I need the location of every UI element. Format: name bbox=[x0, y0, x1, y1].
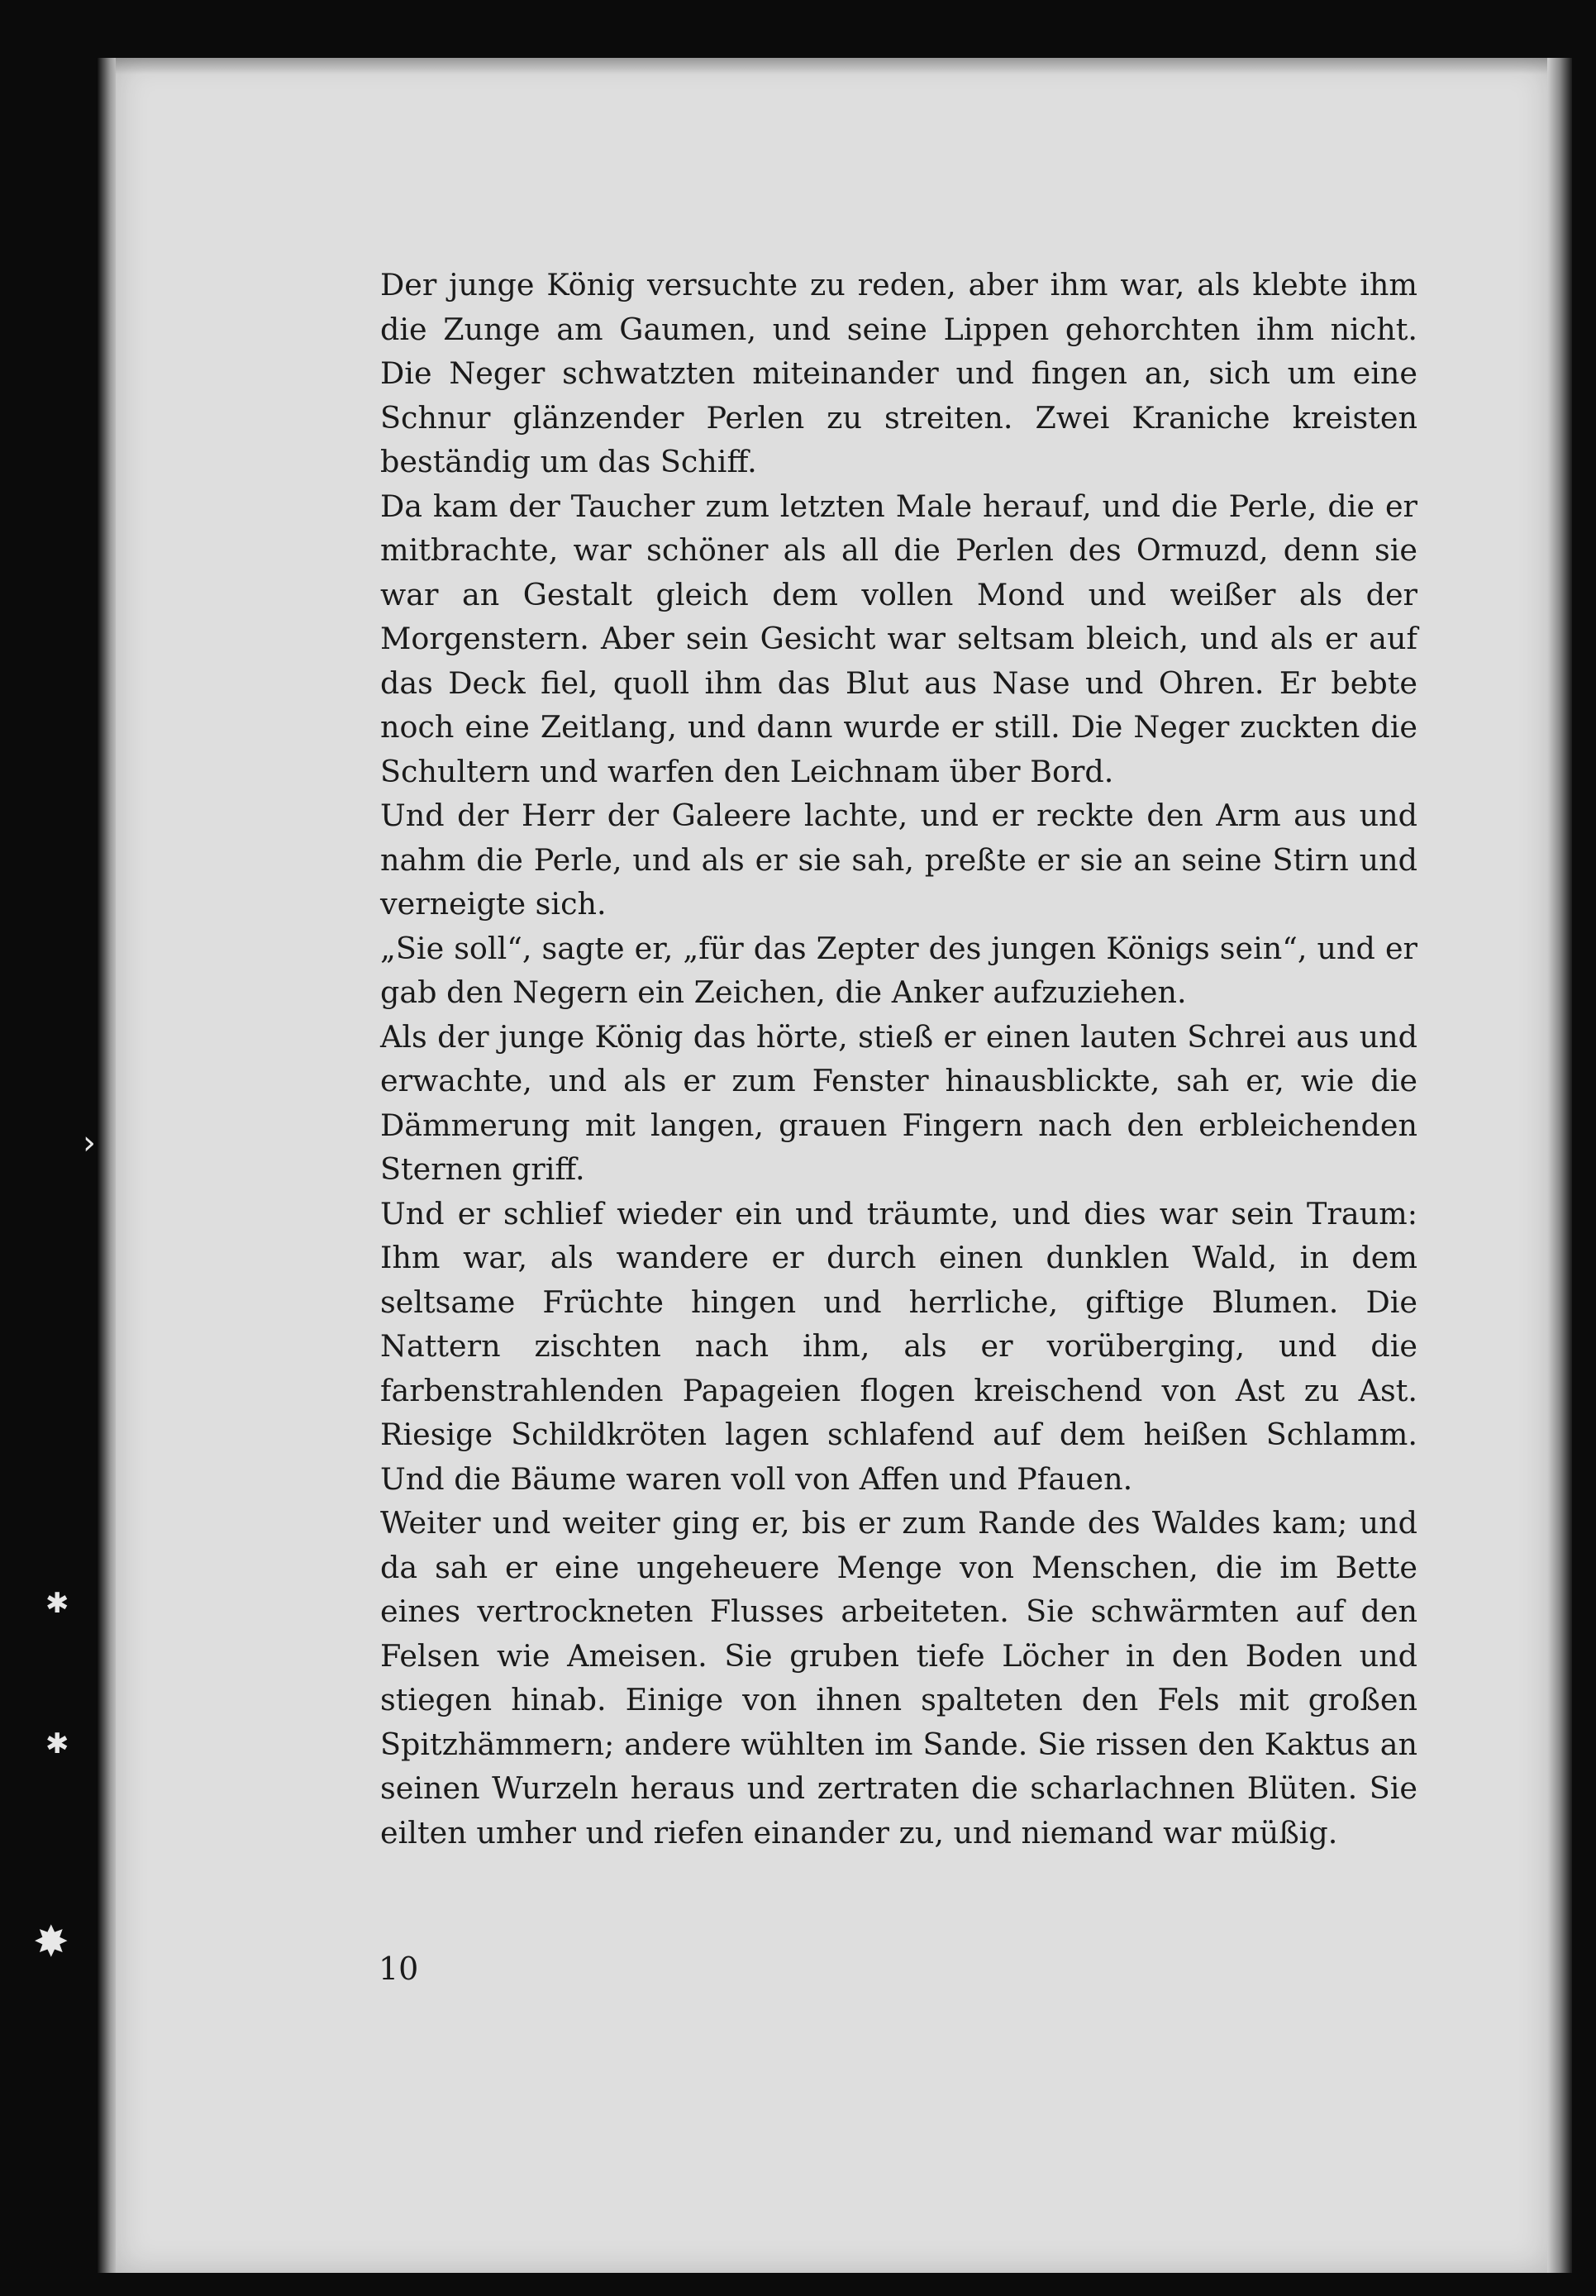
paragraph-3: Und der Herr der Galeere lachte, und er reckte den Arm aus und nahm die Perle, und als er sie sah, preßte er sie an seine Stirn und verneigte sich. bbox=[380, 798, 1417, 922]
page-top-shade bbox=[116, 58, 1551, 74]
paragraph-6: Und er schlief wieder ein und träumte, und dies war sein Traum: Ihm war, als wandere er durch einen dunklen Wald, in dem seltsame Früchte hingen und herrliche, giftige Blumen. Die Nattern zischten nach ihm, als er vorüberging, und die farbenstrahlenden Papageien flogen kreischend von Ast zu Ast. Riesige Schildkröten lagen schlafend auf dem heißen Schlamm. Und die Bäume waren voll von Affen und Pfauen. bbox=[380, 1195, 1417, 1497]
binding-speck: › bbox=[83, 1124, 96, 1162]
paragraph-4: „Sie soll“, sagte er, „für das Zepter des jungen Königs sein“, und er gab den Negern ein Zeichen, die Anker aufzuziehen. bbox=[380, 930, 1417, 1010]
body-text bbox=[380, 263, 1417, 1855]
page-number: 10 bbox=[379, 1951, 419, 1987]
paragraph-5: Als der junge König das hörte, stieß er einen lauten Schrei aus und erwachte, und als er zum Fenster hinausblickte, sah er, wie die Dämmerung mit langen, grauen Fingern nach den erbleichenden Sternen griff. bbox=[380, 1018, 1417, 1187]
paragraph-2: Da kam der Taucher zum letzten Male herauf, und die Perle, die er mitbrachte, war schöner als all die Perlen des Ormuzd, denn sie war an Gestalt gleich dem vollen Mond und weißer als der Morgenstern. Aber sein Gesicht war seltsam bleich, und als er auf das Deck fiel, quoll ihm das Blut aus Nase und Ohren. Er bebte noch eine Zeitlang, und dann wurde er still. Die Neger zuckten die Schultern und warfen den Leichnam über Bord. bbox=[380, 488, 1417, 789]
binding-speck: ✸ bbox=[33, 1917, 69, 1967]
paragraph-1: Der junge König versuchte zu reden, aber ihm war, als klebte ihm die Zunge am Gaumen, und seine Lippen gehorchten ihm nicht. Die Neger schwatzten miteinander und fingen an, sich um eine Schnur glänzender Perlen zu streiten. Zwei Kraniche kreisten beständig um das Schiff. bbox=[380, 267, 1417, 479]
paragraph-7: Weiter und weiter ging er, bis er zum Rande des Waldes kam; und da sah er eine ungeheuere Menge von Menschen, die im Bette eines vertrockneten Flusses arbeiteten. Sie schwärmten auf den Felsen wie Ameisen. Sie gruben tiefe Löcher in den Boden und stiegen hinab. Einige von ihnen spalteten den Fels mit großen Spitzhämmern; andere wühlten im Sande. Sie rissen den Kaktus an seinen Wurzeln heraus und zertraten die scharlachnen Blüten. Sie eilten umher und riefen einander zu, und niemand war müßig. bbox=[380, 1505, 1417, 1851]
binding-speck: ✱ bbox=[45, 1727, 69, 1760]
binding-speck: ✱ bbox=[45, 1587, 69, 1620]
page-edge-right bbox=[1547, 58, 1572, 2273]
